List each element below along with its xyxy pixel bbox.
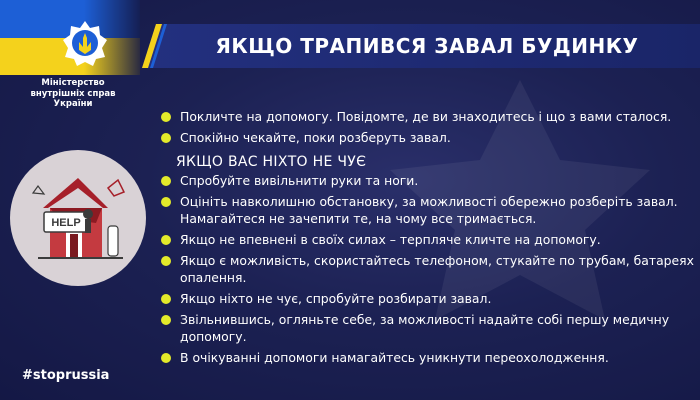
- list-item-2: [160, 193, 695, 227]
- bullet-dot-icon: [161, 256, 171, 266]
- list-item-1: [160, 172, 695, 189]
- intro-item-2: [160, 129, 695, 146]
- list-item-text: Звільнившись, огляньте себе, за можливості надайте собі першу медичну допомогу.: [180, 312, 670, 344]
- list-item-text: Якщо ніхто не чує, спробуйте розбирати завал.: [180, 291, 492, 306]
- list-item-text: В очікуванні допомоги намагайтесь уникнути переохолодження.: [180, 350, 609, 365]
- help-sign-text: HELP: [51, 217, 81, 229]
- instructions-content: [160, 108, 695, 366]
- bullet-dot-icon: [161, 353, 171, 363]
- ministry-line-3: України: [53, 99, 93, 109]
- list-item-text: Якщо є можливість, скористайтесь телефоном, стукайте по трубам, батареях опалення.: [180, 253, 694, 285]
- list-item-text: Якщо не впевнені в своїх силах – терпляче кличте на допомогу.: [180, 232, 601, 247]
- bullet-dot-icon: [161, 315, 171, 325]
- page-title: ЯКЩО ТРАПИВСЯ ЗАВАЛ БУДИНКУ: [215, 34, 639, 58]
- bullet-dot-icon: [161, 294, 171, 304]
- help-house-illustration: [8, 148, 148, 288]
- intro-item-1: [160, 108, 695, 125]
- list-item-3: [160, 231, 695, 248]
- ministry-seal-icon: [62, 20, 108, 66]
- title-banner: [142, 22, 700, 70]
- intro-item-text: Спокійно чекайте, поки розберуть завал.: [180, 130, 451, 145]
- list-item-7: [160, 349, 695, 366]
- ministry-line-2: внутрішніх справ: [30, 88, 116, 99]
- list-item-5: [160, 290, 695, 307]
- intro-item-text: Покличте на допомогу. Повідомте, де ви знаходитесь і що з вами сталося.: [180, 109, 672, 124]
- subheading: ЯКЩО ВАС НІХТО НЕ ЧУЄ: [176, 154, 367, 170]
- bullet-dot-icon: [161, 176, 171, 186]
- hashtag: #stoprussia: [22, 368, 110, 383]
- ministry-line-1: Міністерство: [41, 78, 105, 88]
- bullet-dot-icon: [161, 235, 171, 245]
- list-item-6: [160, 311, 695, 345]
- list-item-text: Спробуйте вивільнити руки та ноги.: [180, 173, 419, 188]
- list-item-4: [160, 252, 695, 286]
- bullet-dot-icon: [161, 197, 171, 207]
- bullet-dot-icon: [161, 112, 171, 122]
- bullet-dot-icon: [161, 133, 171, 143]
- ministry-name: [18, 78, 128, 110]
- list-item-text: Оцініть навколишню обстановку, за можливості обережно розберіть завал. Намагайтеся не зачепити те, на чому все тримається.: [180, 194, 678, 226]
